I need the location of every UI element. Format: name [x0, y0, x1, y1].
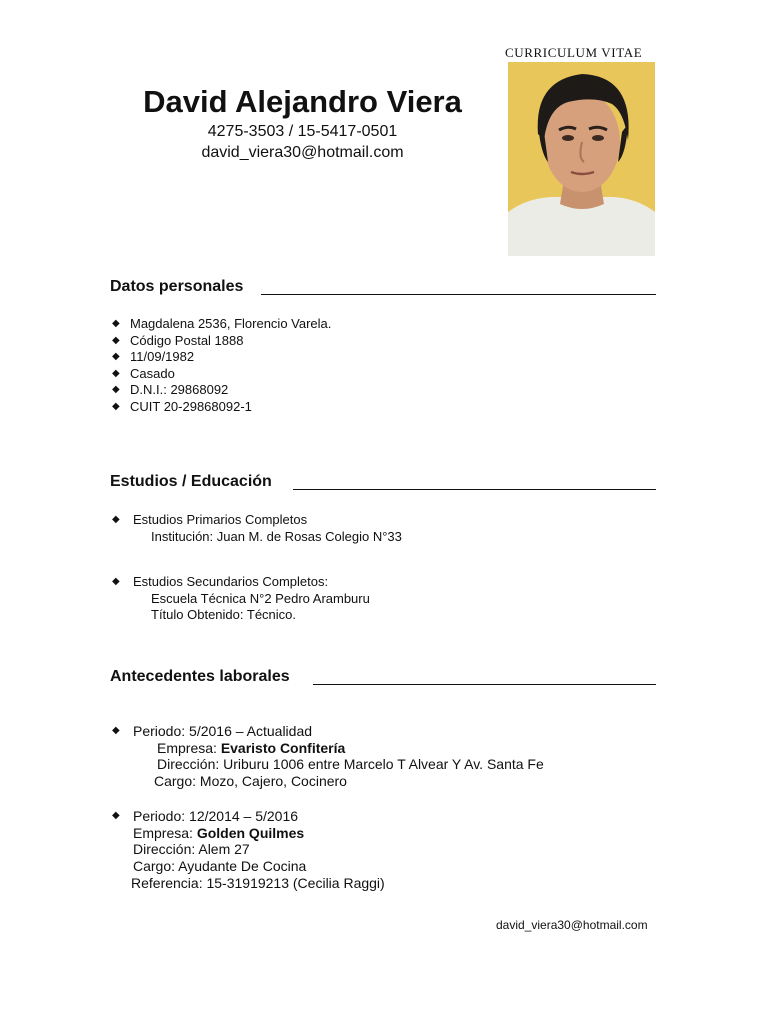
diamond-bullet-icon: ◆ [112, 318, 120, 329]
section-title-work: Antecedentes laborales [110, 668, 656, 686]
list-item: ◆ Magdalena 2536, Florencio Varela. [112, 316, 332, 331]
header-email: david_viera30@hotmail.com [201, 144, 404, 161]
diamond-bullet-icon: ◆ [112, 400, 120, 412]
diamond-bullet-icon: ◆ [112, 576, 120, 587]
diamond-bullet-icon: ◆ [112, 514, 120, 525]
list-item: ◆ 11/09/1982 [112, 349, 195, 365]
work-entry: ◆ Periodo: 5/2016 – Actualidad Empresa: Evaristo Confitería Dirección: Uriburu 1006 entre Marcelo T Alvear Y Av. Santa Fe Cargo: Mozo, Cajero, Cocinero [112, 723, 544, 790]
diamond-bullet-icon: ◆ [112, 810, 120, 821]
section-title-personal: Datos personales [110, 278, 656, 296]
personal-data-list [110, 316, 331, 416]
section-underline [261, 294, 656, 295]
education-entry: ◆ Estudios Secundarios Completos: Escuela Técnica N°2 Pedro Aramburu Título Obtenido: Técnico. [112, 574, 370, 622]
section-underline [313, 684, 656, 685]
candidate-name: David Alejandro Viera [143, 84, 462, 119]
document-type-label: CURRICULUM VITAE [505, 45, 643, 60]
phone-numbers: 4275-3503 / 15-5417-0501 [207, 123, 398, 140]
list-item: ◆ Casado [112, 365, 175, 381]
diamond-bullet-icon: ◆ [112, 351, 120, 363]
education-entry: ◆ Estudios Primarios Completos Institución: Juan M. de Rosas Colegio N°33 [112, 512, 402, 544]
company-name: Evaristo Confitería [220, 739, 346, 756]
company-name: Golden Quilmes [196, 824, 305, 841]
section-title-education: Estudios / Educación [110, 473, 656, 491]
list-item: ◆ Código Postal 1888 [112, 332, 244, 348]
diamond-bullet-icon: ◆ [112, 384, 120, 396]
footer-email: david_viera30@hotmail.com [496, 918, 648, 932]
list-item: ◆ CUIT 20-29868092-1 [112, 398, 252, 414]
list-item: ◆ D.N.I.: 29868092 [112, 382, 229, 398]
diamond-bullet-icon: ◆ [112, 334, 120, 346]
diamond-bullet-icon: ◆ [112, 367, 120, 379]
profile-photo [508, 62, 655, 256]
diamond-bullet-icon: ◆ [112, 725, 120, 736]
work-entry: ◆ Periodo: 12/2014 – 5/2016 Empresa: Golden Quilmes Dirección: Alem 27 Cargo: Ayudante De Cocina Referencia: 15-31919213 (Cecilia Raggi) [112, 808, 385, 891]
section-underline [293, 489, 656, 490]
